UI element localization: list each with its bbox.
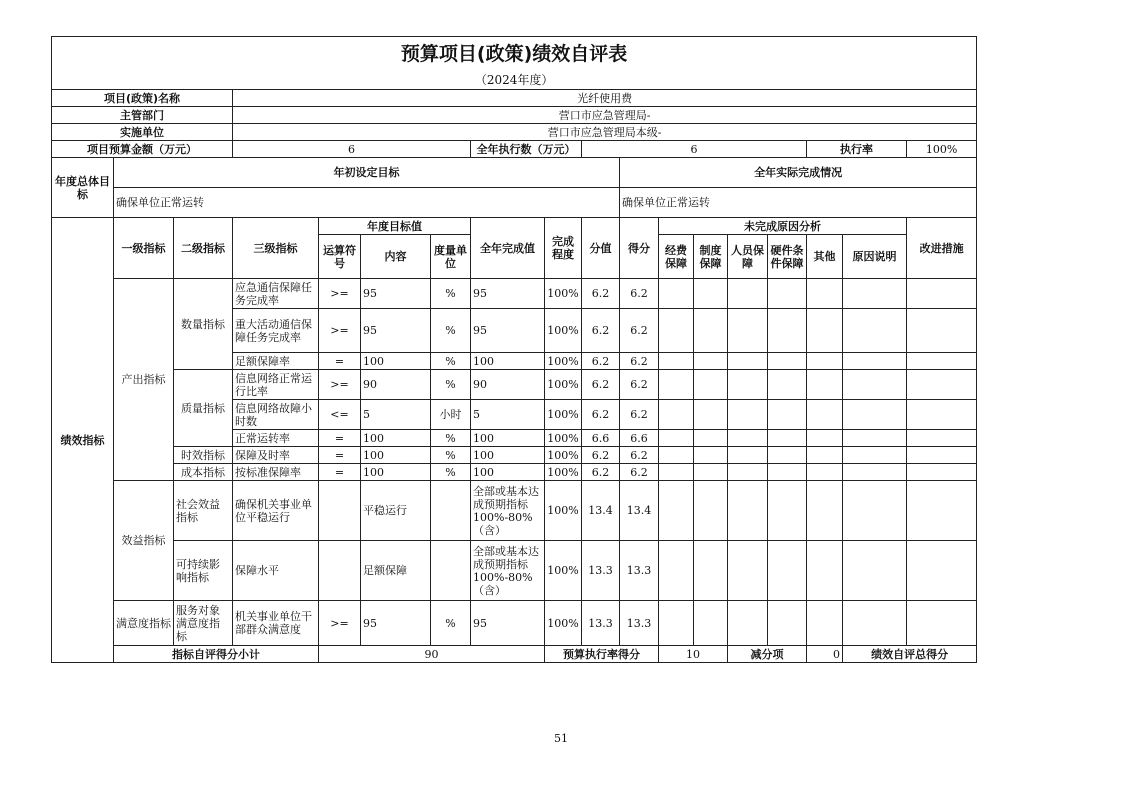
score-cell: 6.2 (620, 464, 659, 481)
content-cell: 90 (361, 370, 431, 400)
sustainable-impact-group: 可持续影响指标 (174, 541, 233, 601)
table-row (52, 481, 977, 541)
indicator-name: 信息网络故障小时数 (233, 400, 319, 430)
project-name-value: 光纤使用费 (233, 90, 977, 107)
reasons-header: 未完成原因分析 (659, 218, 907, 235)
cost-indicator-group: 成本指标 (174, 464, 233, 481)
actual-cell: 100 (471, 464, 545, 481)
actual-cell: 100 (471, 430, 545, 447)
indicator-name: 保障及时率 (233, 447, 319, 464)
content-cell: 100 (361, 353, 431, 370)
table-row (52, 447, 977, 464)
unit-cell: % (431, 430, 471, 447)
degree-cell: 100% (545, 601, 582, 646)
indicator-name: 信息网络正常运行比率 (233, 370, 319, 400)
annual-goal-label: 年度总体目标 (52, 158, 114, 218)
level2-header: 二级指标 (174, 218, 233, 279)
operator-header: 运算符号 (319, 235, 361, 279)
unit-cell: % (431, 353, 471, 370)
initial-goal-text: 确保单位正常运转 (114, 188, 620, 218)
score-cell: 6.2 (620, 279, 659, 309)
form-title: 预算项目(政策)绩效自评表 (52, 37, 977, 72)
degree-cell: 100% (545, 309, 582, 353)
actual-cell: 95 (471, 601, 545, 646)
unit-header: 度量单位 (431, 235, 471, 279)
indicator-name: 按标准保障率 (233, 464, 319, 481)
operator-cell: = (319, 353, 361, 370)
unit-cell (431, 541, 471, 601)
content-cell: 95 (361, 309, 431, 353)
unit-cell (431, 481, 471, 541)
actual-cell: 95 (471, 279, 545, 309)
deduction-value: 0 (807, 646, 843, 663)
table-row (52, 541, 977, 601)
score-cell: 6.6 (620, 430, 659, 447)
actual-cell: 100 (471, 353, 545, 370)
summary-row (52, 646, 977, 663)
unit-cell: % (431, 447, 471, 464)
evaluation-form (51, 36, 976, 663)
content-cell: 95 (361, 601, 431, 646)
degree-cell: 100% (545, 370, 582, 400)
score-header: 得分 (620, 218, 659, 279)
benefit-indicator-group: 效益指标 (114, 481, 174, 601)
degree-cell: 100% (545, 541, 582, 601)
quality-indicator-group: 质量指标 (174, 370, 233, 447)
weight-cell: 13.3 (582, 601, 620, 646)
indicator-name: 确保机关事业单位平稳运行 (233, 481, 319, 541)
operator-cell: >= (319, 309, 361, 353)
operator-cell: <= (319, 400, 361, 430)
output-indicator-group: 产出指标 (114, 279, 174, 481)
operator-cell (319, 541, 361, 601)
content-header: 内容 (361, 235, 431, 279)
table-row (52, 370, 977, 400)
content-cell: 足额保障 (361, 541, 431, 601)
score-cell: 6.2 (620, 447, 659, 464)
operator-cell: >= (319, 279, 361, 309)
actual-cell: 全部或基本达成预期指标100%-80%（含） (471, 541, 545, 601)
table-row (52, 464, 977, 481)
subtotal-label: 指标自评得分小计 (114, 646, 319, 663)
total-score-label: 绩效自评总得分 (843, 646, 977, 663)
annual-execution-value: 6 (582, 141, 807, 158)
unit-cell: 小时 (431, 400, 471, 430)
budget-amount-label: 项目预算金额（万元） (52, 141, 233, 158)
weight-cell: 6.2 (582, 447, 620, 464)
execution-rate-label: 执行率 (807, 141, 907, 158)
degree-cell: 100% (545, 400, 582, 430)
form-year: （2024年度） (52, 71, 977, 90)
actual-completion-header: 全年实际完成情况 (620, 158, 977, 188)
service-satisfaction-group: 服务对象满意度指标 (174, 601, 233, 646)
actual-cell: 5 (471, 400, 545, 430)
degree-cell: 100% (545, 447, 582, 464)
subtotal-value: 90 (319, 646, 545, 663)
deduction-label: 减分项 (728, 646, 807, 663)
weight-cell: 13.4 (582, 481, 620, 541)
actual-cell: 全部或基本达成预期指标100%-80%（含） (471, 481, 545, 541)
weight-cell: 6.6 (582, 430, 620, 447)
content-cell: 5 (361, 400, 431, 430)
evaluation-table (51, 36, 977, 663)
actual-cell: 95 (471, 309, 545, 353)
score-cell: 13.4 (620, 481, 659, 541)
score-cell: 13.3 (620, 541, 659, 601)
funding-header: 经费保障 (659, 235, 694, 279)
explanation-header: 原因说明 (843, 235, 907, 279)
annual-target-header: 年度目标值 (319, 218, 471, 235)
staff-header: 人员保障 (728, 235, 768, 279)
project-name-label: 项目(政策)名称 (52, 90, 233, 107)
performance-indicators-label: 绩效指标 (52, 218, 114, 663)
content-cell: 95 (361, 279, 431, 309)
operator-cell: >= (319, 370, 361, 400)
degree-cell: 100% (545, 464, 582, 481)
timeliness-indicator-group: 时效指标 (174, 447, 233, 464)
degree-cell: 100% (545, 279, 582, 309)
score-cell: 6.2 (620, 309, 659, 353)
completion-degree-header: 完成程度 (545, 218, 582, 279)
implementing-unit-value: 营口市应急管理局本级- (233, 124, 977, 141)
weight-cell: 6.2 (582, 370, 620, 400)
social-benefit-group: 社会效益指标 (174, 481, 233, 541)
unit-cell: % (431, 279, 471, 309)
indicator-name: 重大活动通信保障任务完成率 (233, 309, 319, 353)
page-number: 51 (554, 732, 568, 745)
actual-completion-text: 确保单位正常运转 (620, 188, 977, 218)
content-cell: 平稳运行 (361, 481, 431, 541)
annual-execution-label: 全年执行数（万元） (471, 141, 582, 158)
table-row (52, 601, 977, 646)
hardware-header: 硬件条件保障 (768, 235, 807, 279)
unit-cell: % (431, 370, 471, 400)
budget-score-label: 预算执行率得分 (545, 646, 659, 663)
weight-cell: 6.2 (582, 400, 620, 430)
weight-header: 分值 (582, 218, 620, 279)
content-cell: 100 (361, 430, 431, 447)
department-label: 主管部门 (52, 107, 233, 124)
other-header: 其他 (807, 235, 843, 279)
department-value: 营口市应急管理局- (233, 107, 977, 124)
indicator-name: 正常运转率 (233, 430, 319, 447)
score-cell: 6.2 (620, 353, 659, 370)
weight-cell: 6.2 (582, 279, 620, 309)
degree-cell: 100% (545, 430, 582, 447)
actual-cell: 90 (471, 370, 545, 400)
quantity-indicator-group: 数量指标 (174, 279, 233, 370)
content-cell: 100 (361, 464, 431, 481)
weight-cell: 6.2 (582, 464, 620, 481)
weight-cell: 13.3 (582, 541, 620, 601)
indicator-name: 保障水平 (233, 541, 319, 601)
satisfaction-indicator-group: 满意度指标 (114, 601, 174, 646)
operator-cell: >= (319, 601, 361, 646)
score-cell: 13.3 (620, 601, 659, 646)
unit-cell: % (431, 464, 471, 481)
table-row (52, 279, 977, 309)
degree-cell: 100% (545, 353, 582, 370)
budget-amount-value: 6 (233, 141, 471, 158)
content-cell: 100 (361, 447, 431, 464)
unit-cell: % (431, 601, 471, 646)
initial-goal-header: 年初设定目标 (114, 158, 620, 188)
indicator-name: 足额保障率 (233, 353, 319, 370)
score-cell: 6.2 (620, 400, 659, 430)
score-cell: 6.2 (620, 370, 659, 400)
weight-cell: 6.2 (582, 353, 620, 370)
budget-score-value: 10 (659, 646, 728, 663)
operator-cell: = (319, 464, 361, 481)
level3-header: 三级指标 (233, 218, 319, 279)
operator-cell (319, 481, 361, 541)
level1-header: 一级指标 (114, 218, 174, 279)
indicator-name: 机关事业单位干部群众满意度 (233, 601, 319, 646)
degree-cell: 100% (545, 481, 582, 541)
system-header: 制度保障 (694, 235, 728, 279)
weight-cell: 6.2 (582, 309, 620, 353)
operator-cell: = (319, 430, 361, 447)
indicator-name: 应急通信保障任务完成率 (233, 279, 319, 309)
unit-cell: % (431, 309, 471, 353)
actual-value-header: 全年完成值 (471, 218, 545, 279)
improvement-header: 改进措施 (907, 218, 977, 279)
operator-cell: = (319, 447, 361, 464)
execution-rate-value: 100% (907, 141, 977, 158)
actual-cell: 100 (471, 447, 545, 464)
implementing-unit-label: 实施单位 (52, 124, 233, 141)
